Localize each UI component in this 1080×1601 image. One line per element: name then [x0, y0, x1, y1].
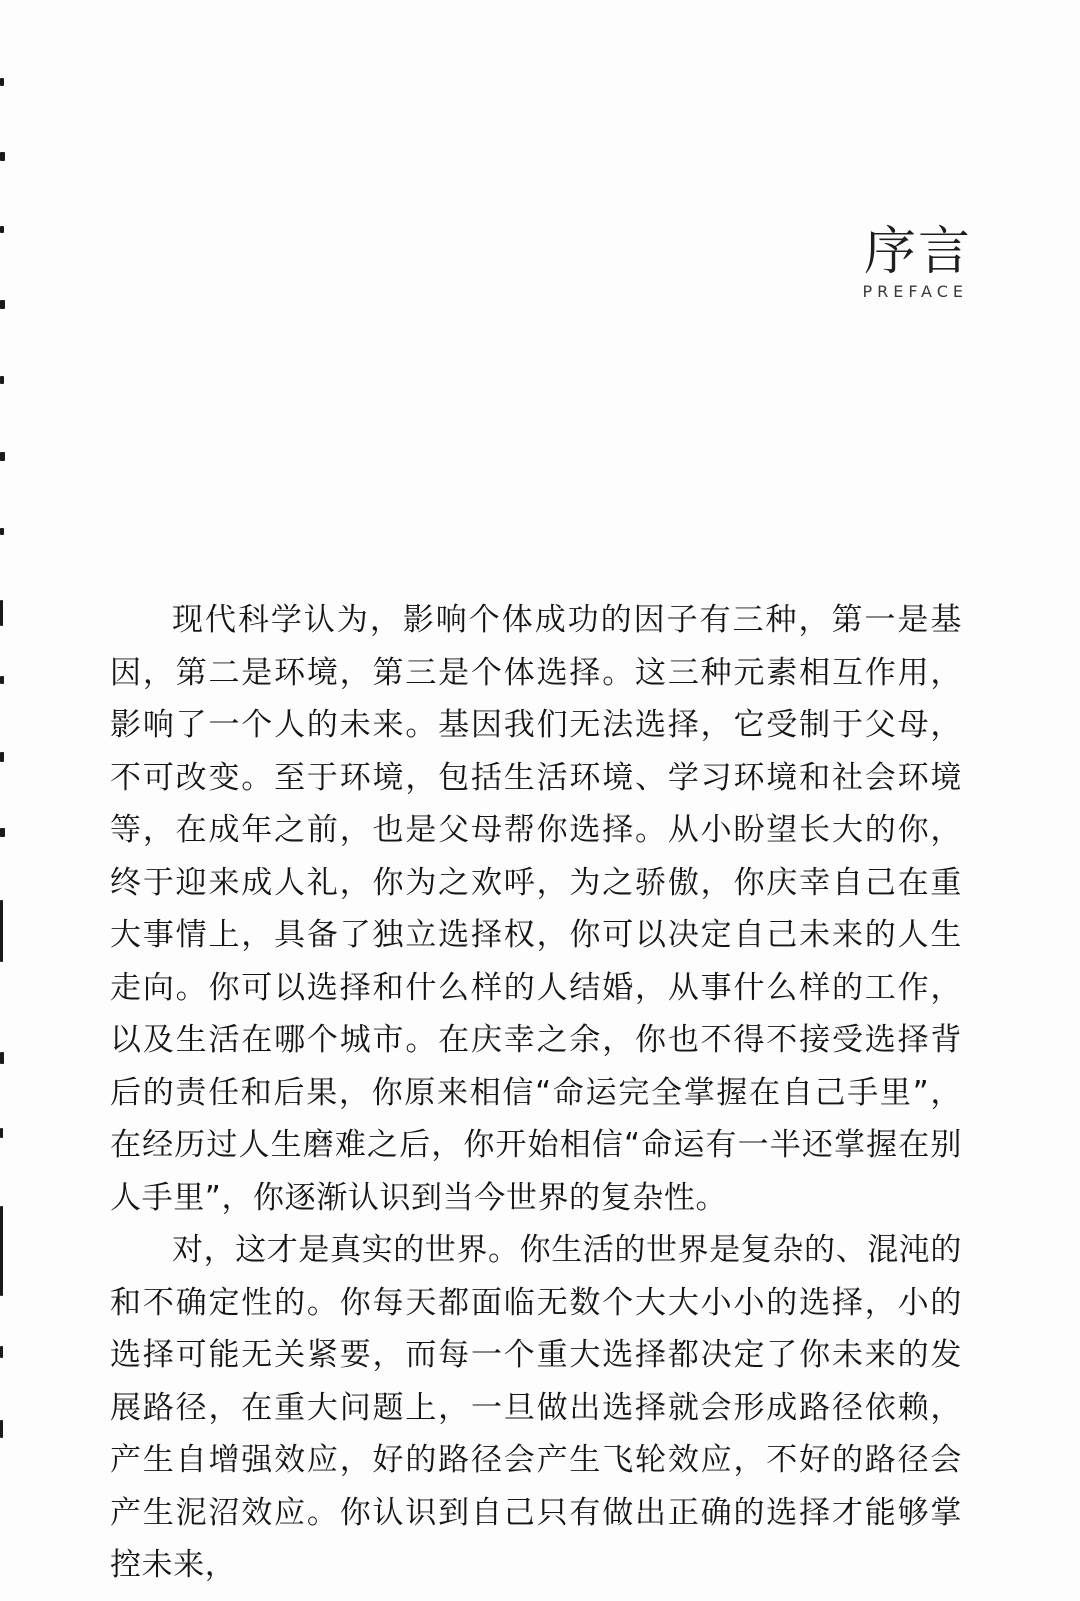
page-title: 序言 [863, 222, 972, 282]
paragraph: 现代科学认为，影响个体成功的因子有三种，第一是基因，第二是环境，第三是个体选择。这三种元素相互作用，影响了一个人的未来。基因我们无法选择，它受制于父母，不可改变。至于环境，包括生活环境、学习环境和社会环境等，在成年之前，也是父母帮你选择。从小盼望长大的你，终于迎来成人礼，你为之欢呼，为之骄傲，你庆幸自己在重大事情上，具备了独立选择权，你可以决定自己未来的人生走向。你可以选择和什么样的人结婚，从事什么样的工作，以及生活在哪个城市。在庆幸之余，你也不得不接受选择背后的责任和后果，你原来相信“命运完全掌握在自己手里”，在经历过人生磨难之后，你开始相信“命运有一半还掌握在别人手里”，你逐渐认识到当今世界的复杂性。 [110, 602, 962, 1216]
preface-body [110, 594, 962, 1592]
paragraph: 对，这才是真实的世界。你生活的世界是复杂的、混沌的和不确定性的。你每天都面临无数个大大小小的选择，小的选择可能无关紧要，而每一个重大选择都决定了你未来的发展路径，在重大问题上，一旦做出选择就会形成路径依赖，产生自增强效应，好的路径会产生飞轮效应，不好的路径会产生泥沼效应。你认识到自己只有做出正确的选择才能够掌控未来， [110, 1232, 962, 1583]
page-subtitle: PREFACE [862, 282, 968, 301]
scan-binding-edge [0, 0, 14, 1601]
